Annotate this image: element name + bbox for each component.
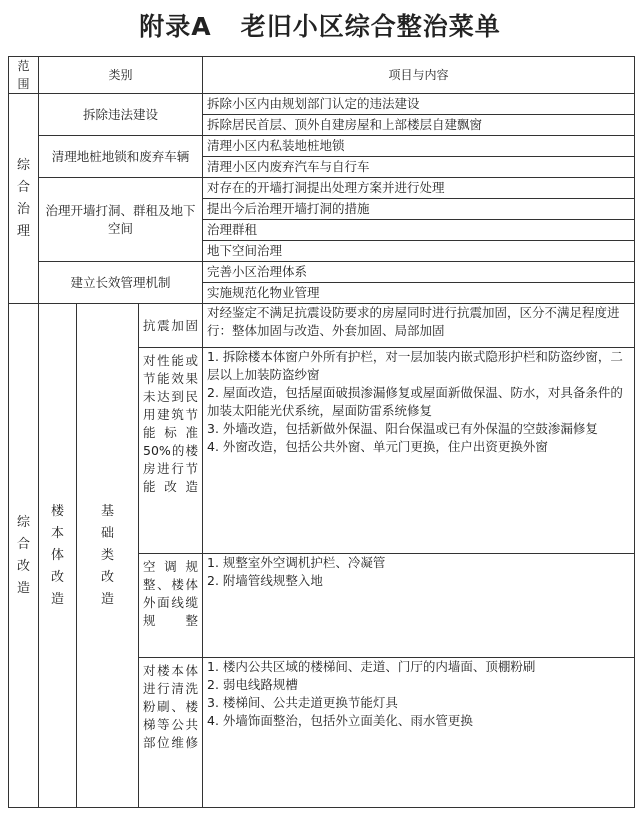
content-line: 3. 楼梯间、公共走道更换节能灯具 bbox=[207, 695, 398, 710]
item-cell: 实施规范化物业管理 bbox=[203, 283, 635, 304]
item-cell: 提出今后治理开墙打洞的措施 bbox=[203, 199, 635, 220]
table-row bbox=[9, 136, 635, 157]
content-line: 2. 附墙管线规整入地 bbox=[207, 573, 323, 588]
table-row bbox=[9, 304, 635, 348]
table-row bbox=[9, 94, 635, 115]
category-cell: 治理开墙打洞、群租及地下空间 bbox=[39, 178, 203, 262]
table-row bbox=[9, 178, 635, 199]
table-header-row bbox=[9, 57, 635, 94]
content-line: 1. 拆除楼本体窗户外所有护栏，对一层加装内嵌式隐形护栏和防盗纱窗，二层以上加装防盗纱窗 bbox=[207, 349, 623, 382]
content-line: 4. 外窗改造，包括公共外窗、单元门更换，住户出资更换外窗 bbox=[207, 439, 548, 454]
content-cell bbox=[203, 304, 635, 348]
content-line: 4. 外墙饰面整治，包括外立面美化、雨水管更换 bbox=[207, 713, 473, 728]
header-category: 类别 bbox=[39, 57, 203, 94]
content-line: 对经鉴定不满足抗震设防要求的房屋同时进行抗震加固，区分不满足程度进行：整体加固与改造、外套加固、局部加固 bbox=[207, 305, 620, 338]
project-label: 抗震加固 bbox=[139, 304, 203, 348]
category-cell: 清理地桩地锁和废弃车辆 bbox=[39, 136, 203, 178]
item-cell: 地下空间治理 bbox=[203, 241, 635, 262]
content-cell bbox=[203, 658, 635, 808]
page-title: 附录A 老旧小区综合整治菜单 bbox=[139, 12, 501, 41]
item-cell: 拆除小区内由规划部门认定的违法建设 bbox=[203, 94, 635, 115]
item-cell: 清理小区内废弃汽车与自行车 bbox=[203, 157, 635, 178]
project-label: 空调规整、楼体外面线缆规整 bbox=[139, 554, 203, 658]
item-cell: 完善小区治理体系 bbox=[203, 262, 635, 283]
content-line: 2. 弱电线路规槽 bbox=[207, 677, 298, 692]
item-cell: 治理群租 bbox=[203, 220, 635, 241]
scope-comprehensive-governance: 综 合 治 理 bbox=[9, 94, 39, 304]
category-cell: 拆除违法建设 bbox=[39, 94, 203, 136]
item-cell: 清理小区内私装地桩地锁 bbox=[203, 136, 635, 157]
table-row bbox=[9, 262, 635, 283]
content-cell bbox=[203, 554, 635, 658]
item-cell: 对存在的开墙打洞提出处理方案并进行处理 bbox=[203, 178, 635, 199]
item-cell: 拆除居民首层、顶外自建房屋和上部楼层自建飘窗 bbox=[203, 115, 635, 136]
header-scope: 范围 bbox=[9, 57, 39, 94]
scope-comprehensive-renovation: 综 合 改 造 bbox=[9, 304, 39, 808]
content-line: 1. 规整室外空调机护栏、冷凝管 bbox=[207, 555, 386, 570]
project-label: 对楼本体进行清洗粉刷、楼梯等公共部位维修 bbox=[139, 658, 203, 808]
content-line: 1. 楼内公共区域的楼梯间、走道、门厅的内墙面、顶棚粉刷 bbox=[207, 659, 536, 674]
project-label: 对性能或节能效果未达到民用建筑节能标准50%的楼房进行节能改造 bbox=[139, 348, 203, 554]
category-cell: 建立长效管理机制 bbox=[39, 262, 203, 304]
category-building-body-renovation: 楼 本 体 改 造 bbox=[39, 304, 77, 808]
category-basic-renovation: 基 础 类 改 造 bbox=[77, 304, 139, 808]
content-line: 3. 外墙改造，包括新做外保温、阳台保温或已有外保温的空鼓渗漏修复 bbox=[207, 421, 598, 436]
header-content: 项目与内容 bbox=[203, 57, 635, 94]
renovation-menu-table bbox=[8, 56, 635, 808]
content-line: 2. 屋面改造，包括屋面破损渗漏修复或屋面新做保温、防水，对具备条件的加装太阳能光伏系统，屋面防雷系统修复 bbox=[207, 385, 623, 418]
content-cell bbox=[203, 348, 635, 554]
